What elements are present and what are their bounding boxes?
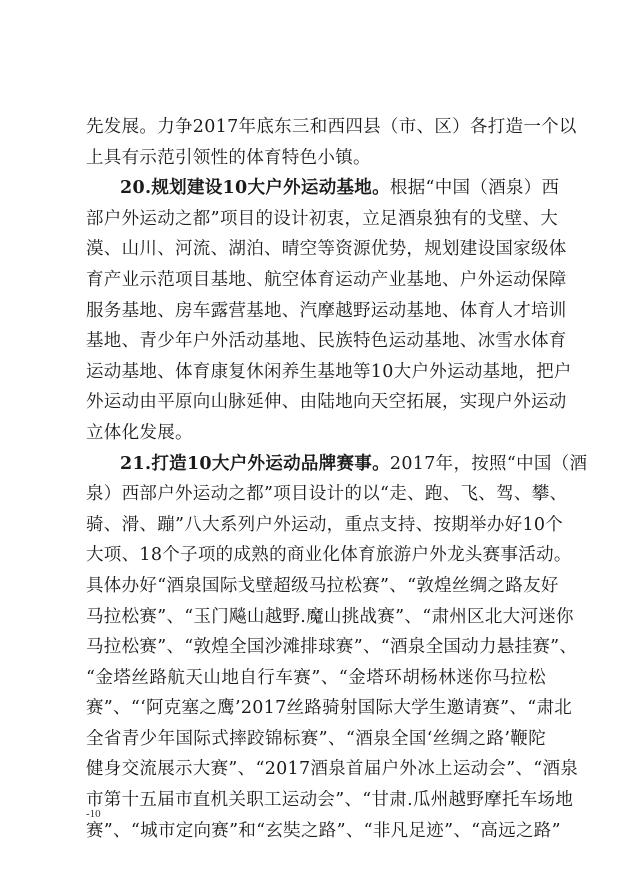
text-line: “金塔丝路航天山地自行车赛”、“金塔环胡杨林迷你马拉松 (86, 667, 546, 688)
text-line: 漠、山川、河流、湖泊、晴空等资源优势，规划建设国家级体 (86, 239, 567, 260)
text-line: 服务基地、房车露营基地、汽摩越野运动基地、体育人才培训 (86, 300, 567, 321)
text-line: 马拉松赛”、“敦煌全国沙滩排球赛”、“酒泉全国动力悬挂赛”、 (86, 637, 578, 658)
text-line: 部户外运动之都”项目的设计初衷，立足酒泉独有的戈壁、大 (86, 208, 559, 229)
body-text (86, 112, 588, 846)
text-line: 育产业示范项目基地、航空体育运动产业基地、户外运动保障 (86, 269, 567, 290)
text-line: 先发展。力争2017年底东三和西四县（市、区）各打造一个以 (86, 117, 577, 137)
section-20-first-line-rest: 根据“中国（酒泉）西 (389, 178, 560, 199)
text-line: 具体办好“酒泉国际戈壁超级马拉松赛”、“敦煌丝绸之路友好 (86, 575, 559, 596)
section-21-first-line-rest: 2017年，按照“中国（酒 (389, 453, 588, 474)
text-line: 上具有示范引领性的体育特色小镇。 (86, 147, 371, 168)
text-line: 运动基地、体育康复休闲养生基地等10大户外运动基地，把户 (86, 361, 572, 382)
section-20-first-line (86, 173, 560, 204)
text-line: 赛”、“‘阿克塞之鹰’2017丝路骑射国际大学生邀请赛”、“肃北 (86, 698, 573, 719)
text-line: 健身交流展示大赛”、“2017酒泉首届户外冰上运动会”、“酒泉 (86, 759, 579, 780)
text-line: 骑、滑、蹦”八大系列户外运动，重点支持、按期举办好10个 (86, 514, 564, 535)
section-20-heading: 20.规划建设10大户外运动基地。 (120, 178, 390, 199)
text-line: 立体化发展。 (86, 422, 193, 443)
text-line: 全省青少年国际式摔跤锦标赛”、“酒泉全国‘丝绸之路’鞭陀 (86, 728, 546, 749)
text-line: 基地、青少年户外活动基地、民族特色运动基地、冰雪水体育 (86, 331, 567, 352)
text-line: 外运动由平原向山脉延伸、由陆地向天空拓展，实现户外运动 (86, 392, 567, 413)
text-line: 马拉松赛”、“玉门飚山越野.魔山挑战赛”、“肃州区北大河迷你 (86, 606, 574, 627)
section-21-first-line (86, 449, 588, 480)
text-line: 赛”、“城市定向赛”和“玄奘之路”、“非凡足迹”、“高远之路” (86, 820, 561, 841)
section-21-heading: 21.打造10大户外运动品牌赛事。 (120, 453, 390, 474)
page-number: -10 (86, 808, 101, 820)
text-line: 市第十五届市直机关职工运动会”、“甘肃.瓜州越野摩托车场地 (86, 790, 574, 811)
text-line: 泉）西部户外运动之都”项目设计的以“走、跑、飞、驾、攀、 (86, 484, 568, 505)
text-line: 大项、18个子项的成熟的商业化体育旅游户外龙头赛事活动。 (86, 545, 572, 566)
